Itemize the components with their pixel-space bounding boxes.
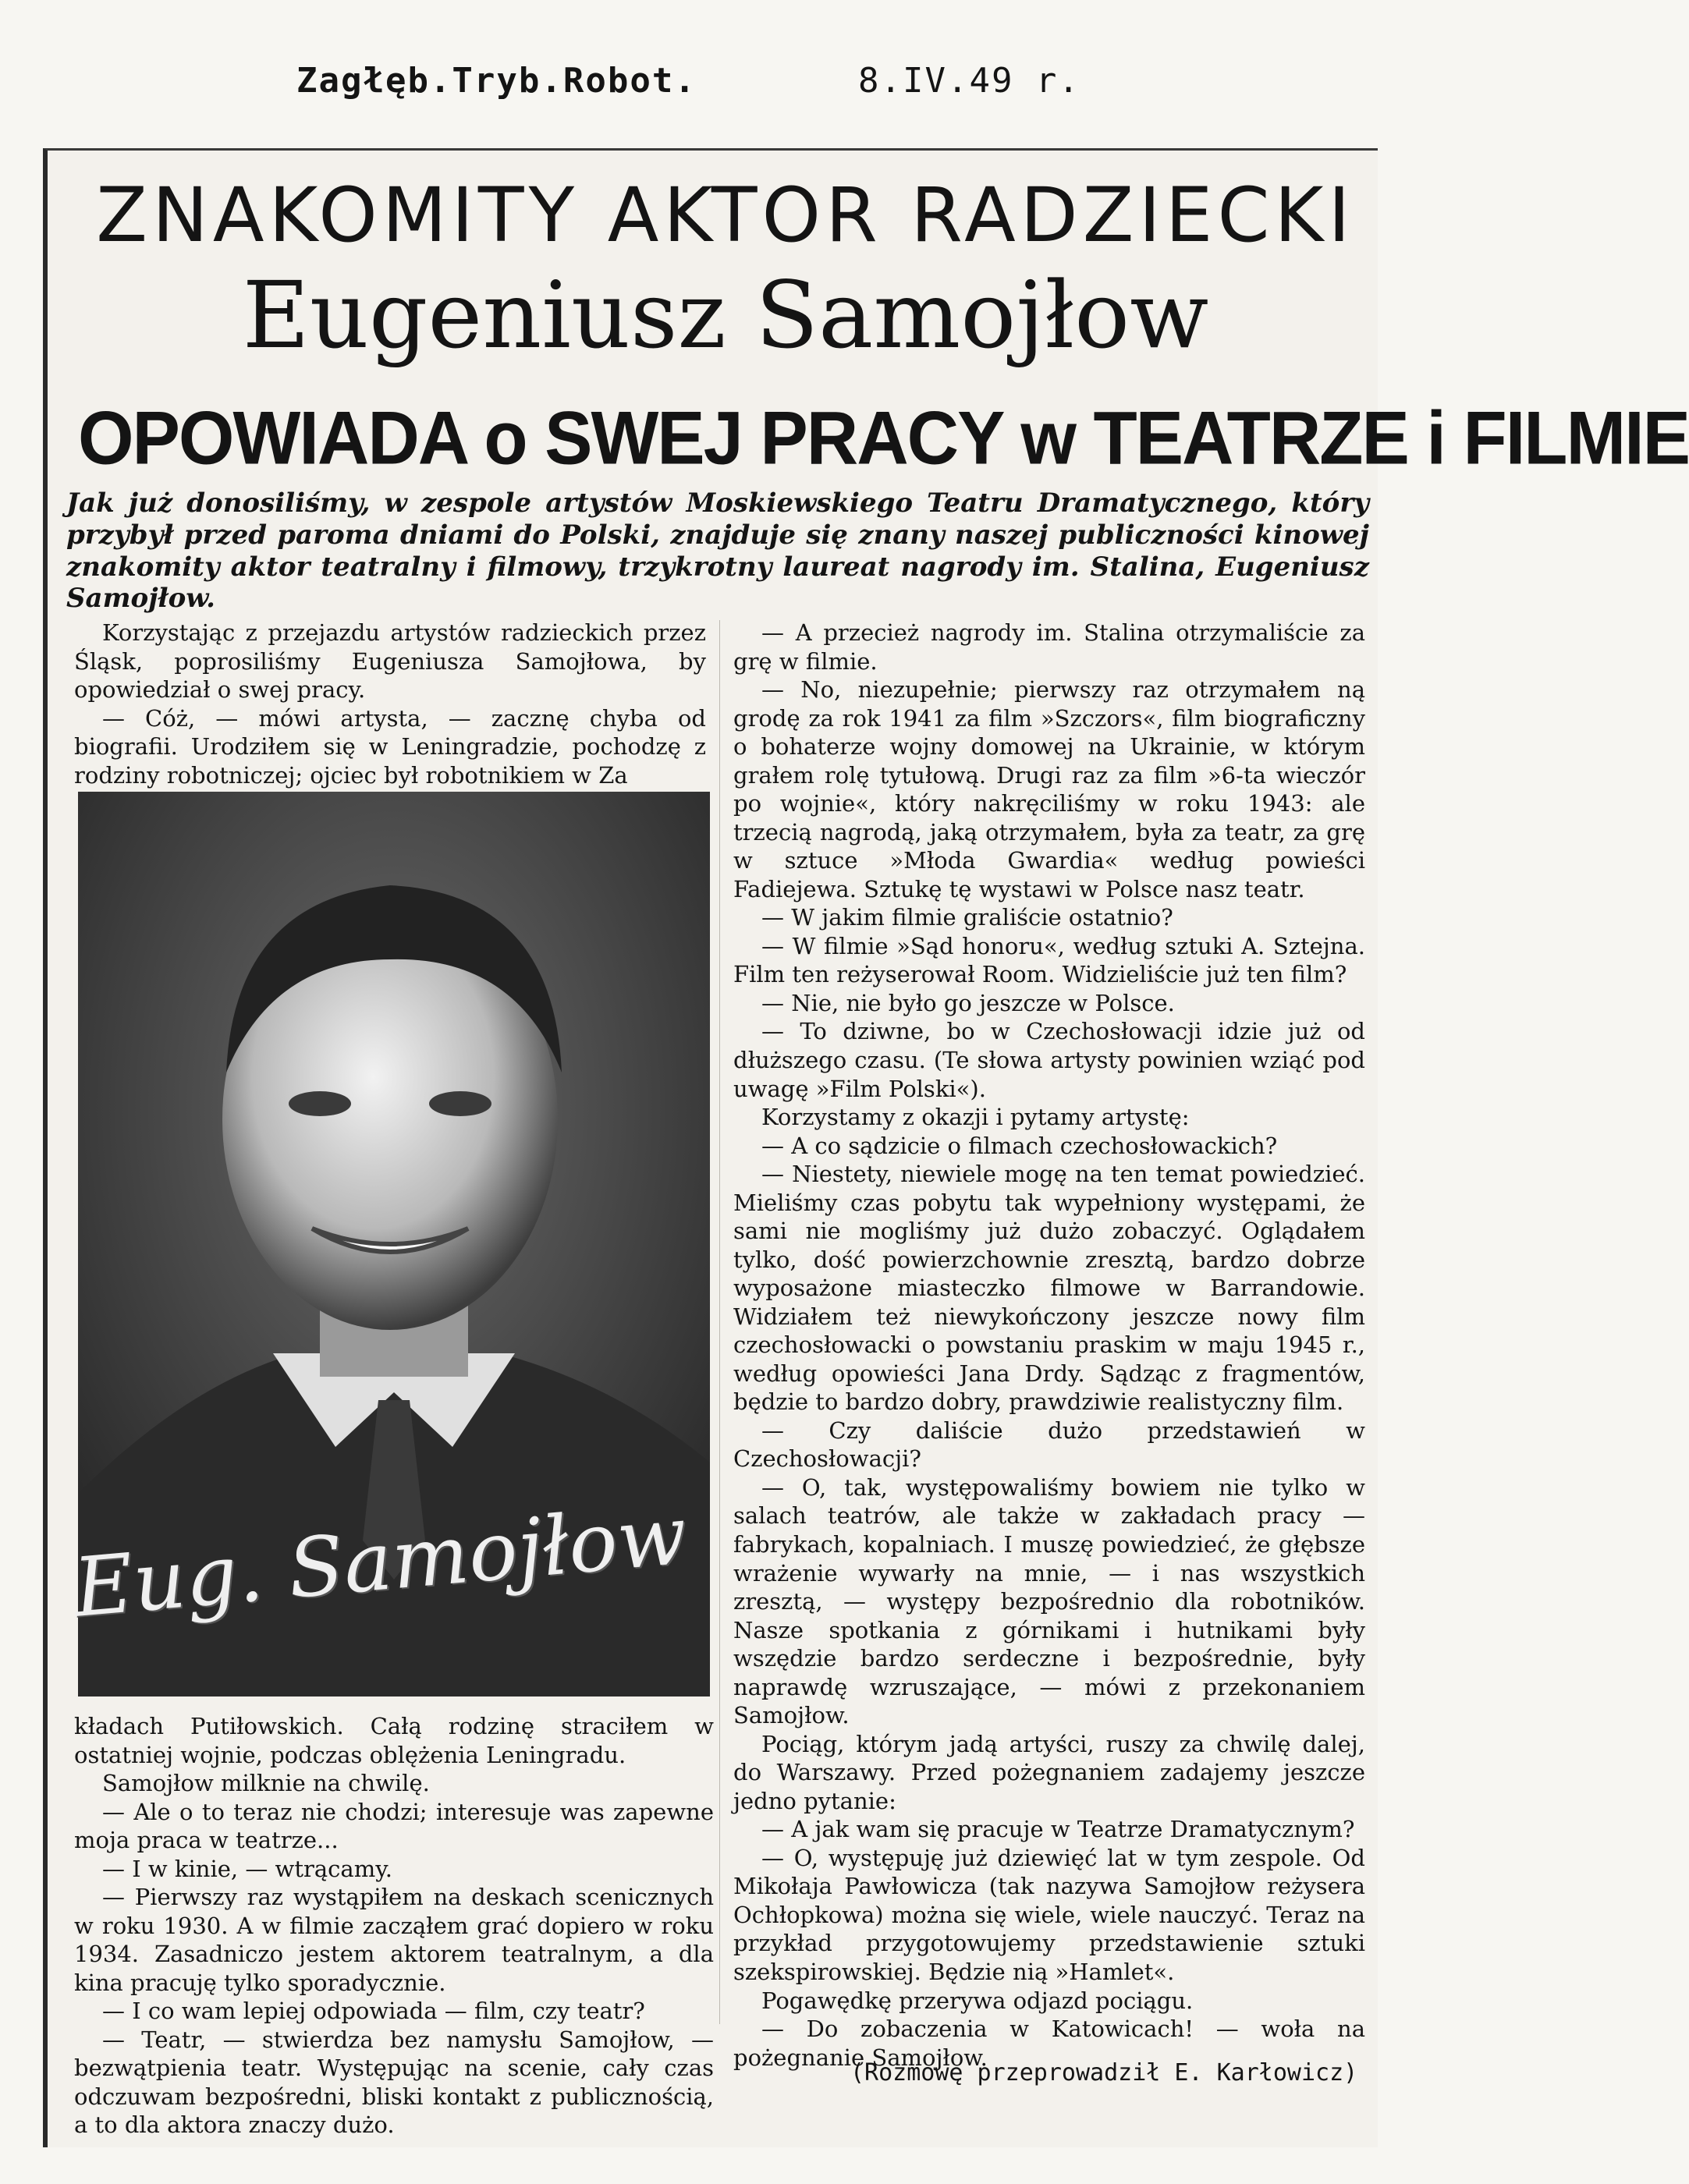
- column-divider: [719, 620, 720, 2024]
- paragraph: — No, niezupełnie; pierwszy raz otrzymałem ną grodę za rok 1941 za film »Szczors«, film biograficzny o bohaterze wojny domowej na Ukrainie, w którym grałem rolę tytułową. Drugi raz za film »6-ta wieczór po wojnie«, który nakręciliśmy w roku 1943: ale trzecią nagrodą, jaką otrzymałem, była za teatr, za grę w sztuce »Młoda Gwardia« według powieści Fadiejewa. Sztukę tę wystawi w Polsce nasz teatr.: [733, 676, 1365, 902]
- paragraph: — Teatr, — stwierdza bez namysłu Samojłow, — bezwątpienia teatr. Występując na scenie, cały czas odczuwam bezpośredni, bliski kontakt z publicznością, a to dla aktora znaczy dużo.: [74, 2026, 714, 2139]
- paragraph: Pociąg, którym jadą artyści, ruszy za chwilę dalej, do Warszawy. Przed pożegnaniem zadajemy jeszcze jedno pytanie:: [733, 1730, 1365, 1814]
- paragraph: — I w kinie, — wtrącamy.: [102, 1855, 392, 1882]
- paragraph: — Cóż, — mówi artysta, — zacznę chyba od biografii. Urodziłem się w Leningradzie, pochodzę z rodziny robotniczej; ojciec był robotnikiem w Za: [74, 704, 706, 789]
- paragraph: — W jakim filmie graliście ostatnio?: [761, 904, 1173, 931]
- paragraph: — Niestety, niewiele mogę na ten temat powiedzieć. Mieliśmy czas pobytu tak wypełniony występami, że sami nie mogliśmy już dużo zobaczyć. Oglądałem tylko, dość powierzchownie zresztą, bardzo dobrze wyposażone miasteczko filmowe w Barrandowie. Widziałem też niewykończony jeszcze nowy film czechosłowacki o powstaniu praskim w maju 1945 r., według opowieści Jana Drdy. Sądząc z fragmentów, będzie to bardzo dobry, prawdziwie realistyczny film.: [733, 1161, 1365, 1416]
- article-kicker: ZNAKOMITY AKTOR RADZIECKI: [96, 172, 1355, 259]
- left-column-top: [74, 619, 706, 789]
- paragraph: — Pierwszy raz wystąpiłem na deskach scenicznych w roku 1930. A w filmie zacząłem grać dopiero w roku 1934. Zasadniczo jestem aktorem teatralnym, a dla kina pracuję tylko sporadycznie.: [74, 1884, 714, 1996]
- paragraph: — O, tak, występowaliśmy bowiem nie tylko w salach teatrów, ale także w zakładach pracy — fabrykach, kopalniach. I muszę powiedzieć, że głębsze wrażenie wywarły na mnie, — i nas wszystkich zresztą, — występy bezpośrednio dla robotników. Nasze spotkania z górnikami i hutnikami były wszędzie bardzo serdeczne i bezpośrednie, były naprawdę wzruszające, — mówi z przekonaniem Samojłow.: [733, 1473, 1365, 1729]
- article-intro: Jak już donosiliśmy, w zespole artystów Moskiewskiego Teatru Dramatycznego, który przybył przed paroma dniami do Polski, znajduje się znany naszej publiczności kinowej znakomity aktor teatralny i filmowy, trzykrotny laureat nagrody im. Stalina, Eugeniusz Samojłow.: [66, 488, 1369, 615]
- paragraph: — Czy daliście dużo przedstawień w Czechosłowacji?: [733, 1416, 1365, 1473]
- paragraph: — Do zobaczenia w Katowicach! — woła na pożegnanie Samojłow.: [733, 2016, 1365, 2071]
- left-column-bottom: [74, 1712, 714, 2140]
- photo-signature: Eug. Samojłow: [69, 1487, 690, 1636]
- paragraph: Korzystamy z okazji i pytamy artystę:: [761, 1104, 1190, 1131]
- paragraph: — I co wam lepiej odpowiada — film, czy teatr?: [102, 1998, 645, 2025]
- paragraph: Korzystając z przejazdu artystów radzieckich przez Śląsk, poprosiliśmy Eugeniusza Samojłowa, by opowiedział o swej pracy.: [74, 619, 706, 704]
- paragraph: — To dziwne, bo w Czechosłowacji idzie już od dłuższego czasu. (Te słowa artysty powinien wziąć pod uwagę »Film Polski«).: [733, 1018, 1365, 1102]
- paragraph: — W filmie »Sąd honoru«, według sztuki A. Sztejna. Film ten reżyserował Room. Widzieliście już ten film?: [733, 932, 1365, 988]
- paragraph: — Nie, nie było go jeszcze w Polsce.: [761, 989, 1175, 1016]
- paragraph: — Ale o to teraz nie chodzi; interesuje was zapewne moja praca w teatrze...: [74, 1798, 714, 1854]
- article-subhead: OPOWIADA o SWEJ PRACY w TEATRZE i FILMIE: [78, 396, 1689, 480]
- right-column: [733, 619, 1365, 2072]
- article-headline: Eugeniusz Samojłow: [242, 261, 1209, 369]
- paragraph: Pogawędkę przerywa odjazd pociągu.: [761, 1987, 1194, 2014]
- newspaper-source: Zagłęb.Tryb.Robot.: [296, 61, 697, 101]
- paragraph: — A przecież nagrody im. Stalina otrzymaliście za grę w filmie.: [733, 619, 1365, 675]
- paragraph: — O, występuję już dziewięć lat w tym zespole. Od Mikołaja Pawłowicza (tak nazywa Samojłow reżysera Ochłopkowa) można się wiele, wiele nauczyć. Teraz na przykład przygotowujemy przedstawienie sztuki szekspirowskiej. Będzie nią »Hamlet«.: [733, 1844, 1365, 1985]
- paragraph: kładach Putiłowskich. Całą rodzinę straciłem w ostatniej wojnie, podczas oblężenia Leningradu.: [74, 1713, 714, 1768]
- paragraph: — A jak wam się pracuje w Teatrze Dramatycznym?: [761, 1816, 1355, 1843]
- publication-date: 8.IV.49 r.: [858, 61, 1080, 101]
- paragraph: — A co sądzicie o filmach czechosłowackich?: [761, 1132, 1278, 1159]
- article-byline: (Rozmowę przeprowadził E. Karłowicz): [850, 2059, 1358, 2086]
- paragraph: Samojłow milknie na chwilę.: [102, 1770, 430, 1797]
